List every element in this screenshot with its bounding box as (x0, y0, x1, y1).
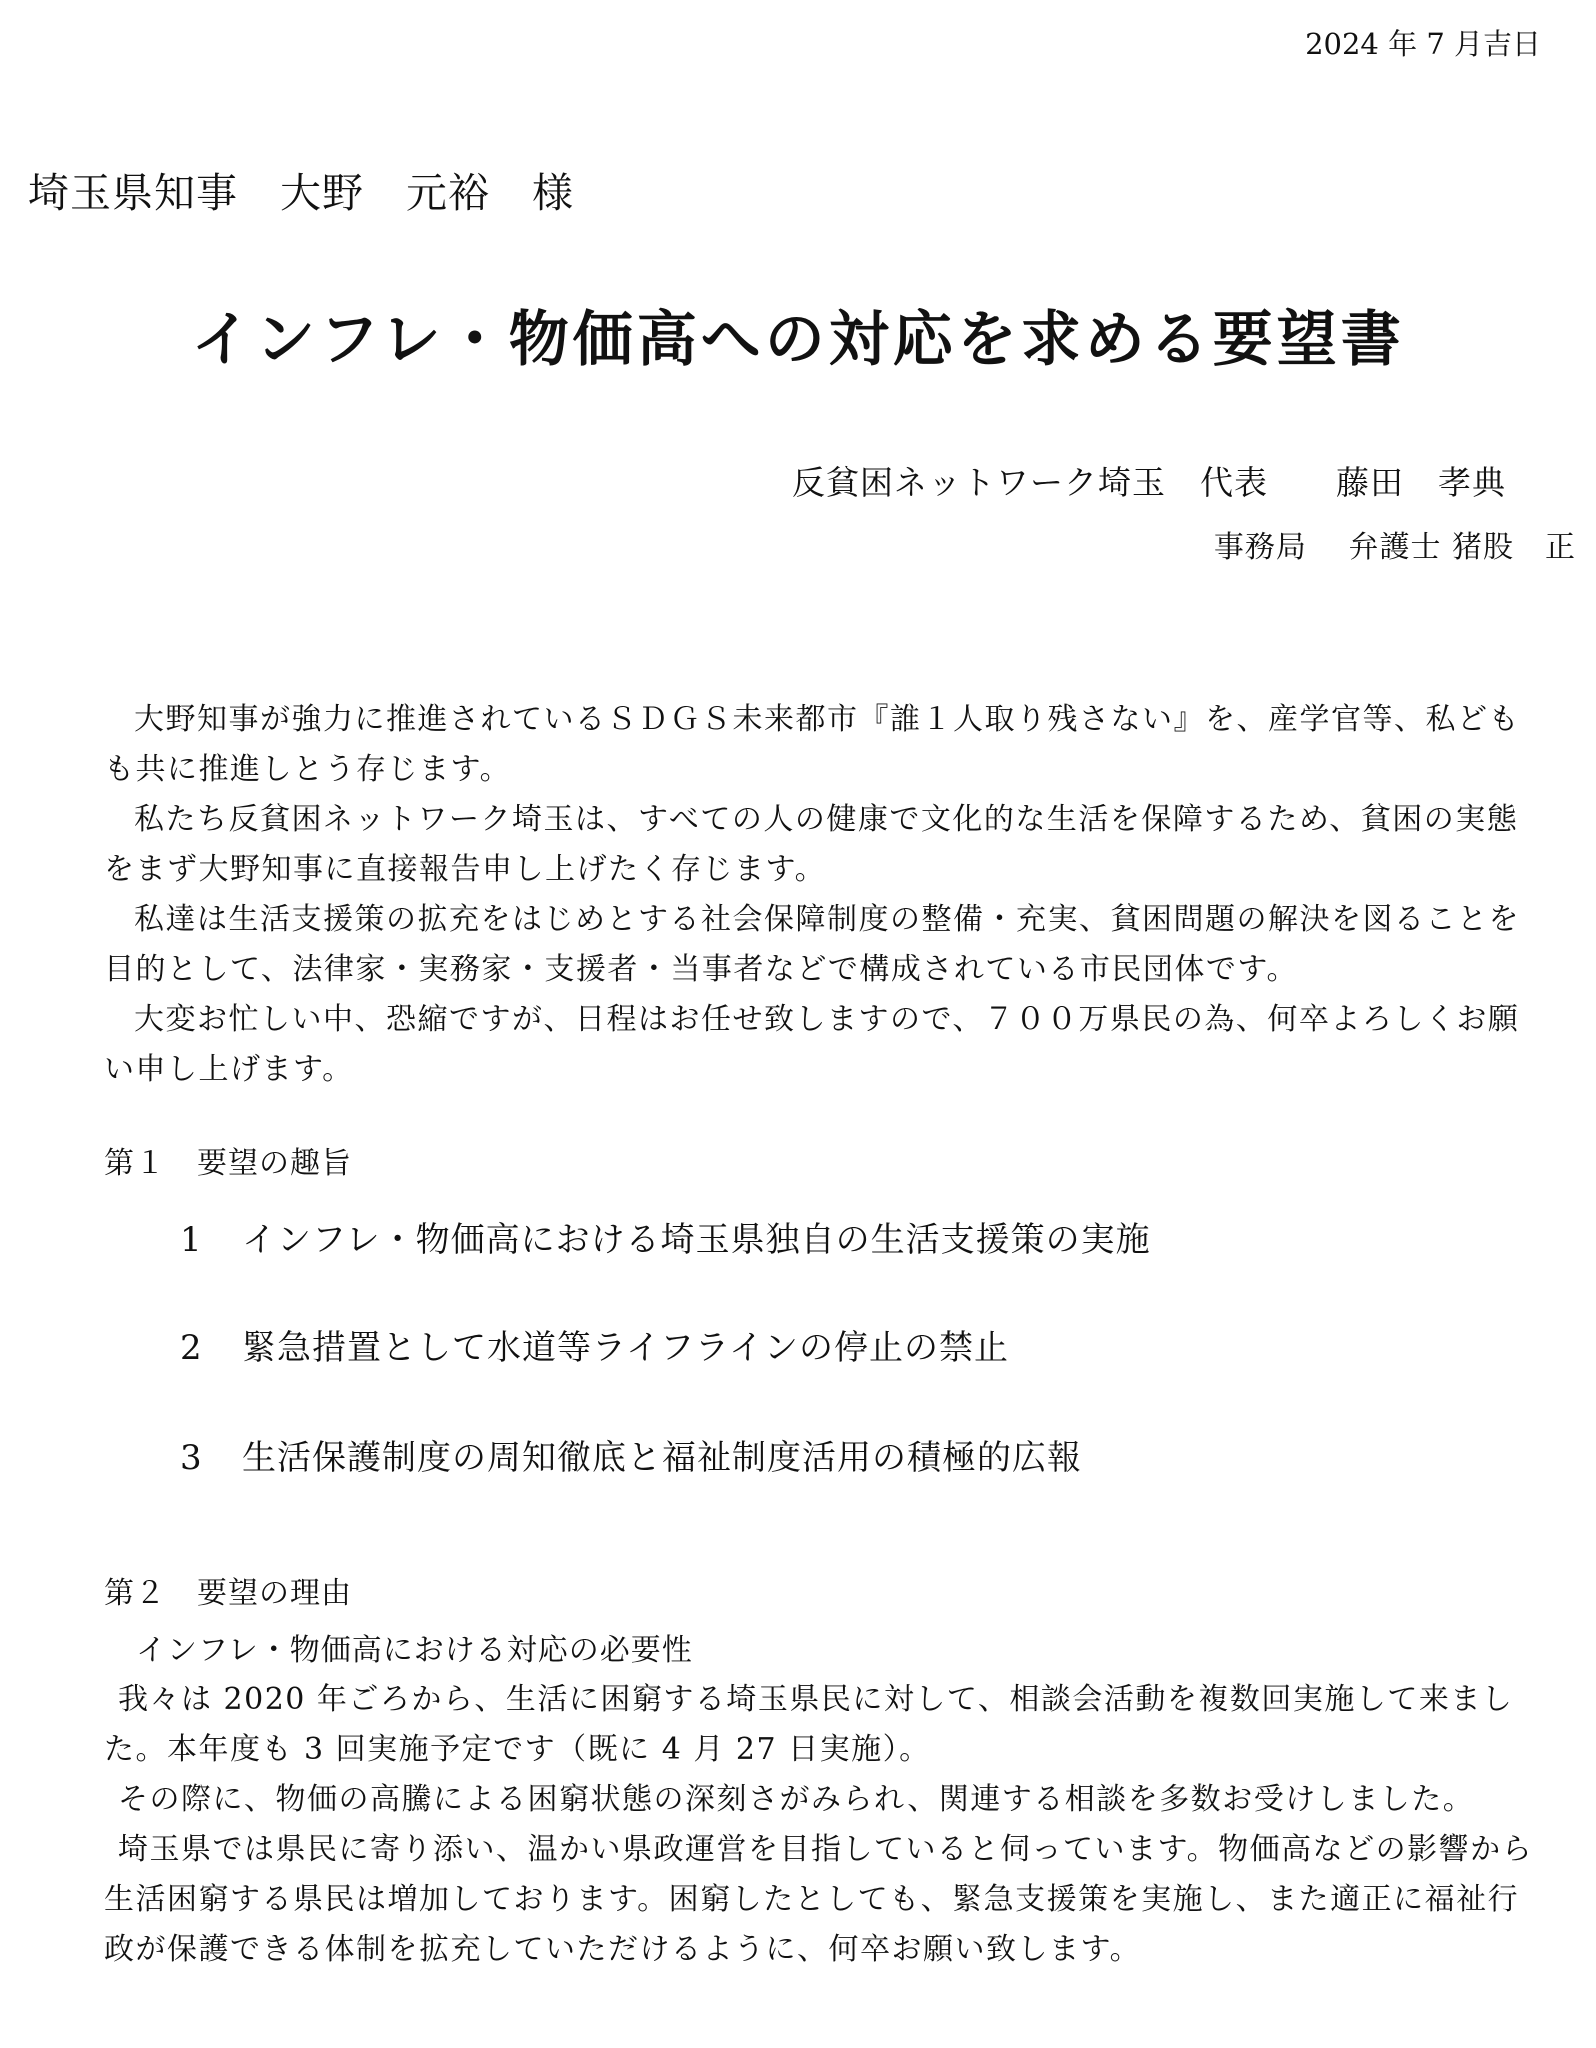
request-item-number: 2 (180, 1328, 203, 1368)
section2-heading: 第２ 要望の理由 (104, 1576, 352, 1611)
section1-heading: 第１ 要望の趣旨 (104, 1146, 352, 1181)
request-item-text: 緊急措置として水道等ライフラインの停止の禁止 (242, 1328, 1009, 1368)
reason-paragraph: 埼玉県では県民に寄り添い、温かい県政運営を目指していると伺っています。物価高などの影響から生活困窮する県民は増加しております。困窮したとしても、緊急支援策を実施し、また適正に福祉行政が保護できる体制を拡充していただけるように、何卒お願い致します。 (104, 1832, 1534, 1967)
document-title: インフレ・物価高への対応を求める要望書 (191, 305, 1405, 375)
document-date: 2024 年 7 月吉日 (1305, 27, 1541, 61)
request-item (180, 1212, 1151, 1261)
intro-paragraph: 私たち反貧困ネットワーク埼玉は、すべての人の健康で文化的な生活を保障するため、貧困の実態をまず大野知事に直接報告申し上げたく存じます。 (104, 802, 1519, 887)
request-item-number: 3 (180, 1438, 203, 1478)
sender-organization: 反貧困ネットワーク埼玉 代表 藤田 孝典 (792, 463, 1506, 502)
request-item-number: 1 (180, 1220, 203, 1260)
addressee: 埼玉県知事 大野 元裕 様 (28, 169, 574, 217)
reason-paragraph: その際に、物価の高騰による困窮状態の深刻さがみられ、関連する相談を多数お受けしました。 (118, 1782, 1475, 1817)
request-item-text: 生活保護制度の周知徹底と福祉制度活用の積極的広報 (242, 1438, 1082, 1478)
intro-paragraph: 大変お忙しい中、恐縮ですが、日程はお任せ致しますので、７００万県民の為、何卒よろしくお願い申し上げます。 (104, 1002, 1520, 1087)
intro-paragraph: 私達は生活支援策の拡充をはじめとする社会保障制度の整備・充実、貧困問題の解決を図ることを目的として、法律家・実務家・支援者・当事者などで構成されている市民団体です。 (104, 902, 1520, 987)
intro-paragraph: 大野知事が強力に推進されているＳＤＧＳ未来都市『誰１人取り残さない』を、産学官等、私どもも共に推進しとう存じます。 (104, 702, 1520, 787)
sender-office: 事務局 弁護士 猪股 正 (1213, 530, 1576, 565)
reason-paragraph: 我々は 2020 年ごろから、生活に困窮する埼玉県民に対して、相談会活動を複数回実施して来ました。本年度も 3 回実施予定です（既に 4 月 27 日実施）。 (104, 1682, 1514, 1767)
section2-subheading: インフレ・物価高における対応の必要性 (136, 1633, 693, 1668)
request-item (180, 1430, 1082, 1479)
request-item-text: インフレ・物価高における埼玉県独自の生活支援策の実施 (242, 1220, 1151, 1260)
request-item (180, 1320, 1009, 1369)
